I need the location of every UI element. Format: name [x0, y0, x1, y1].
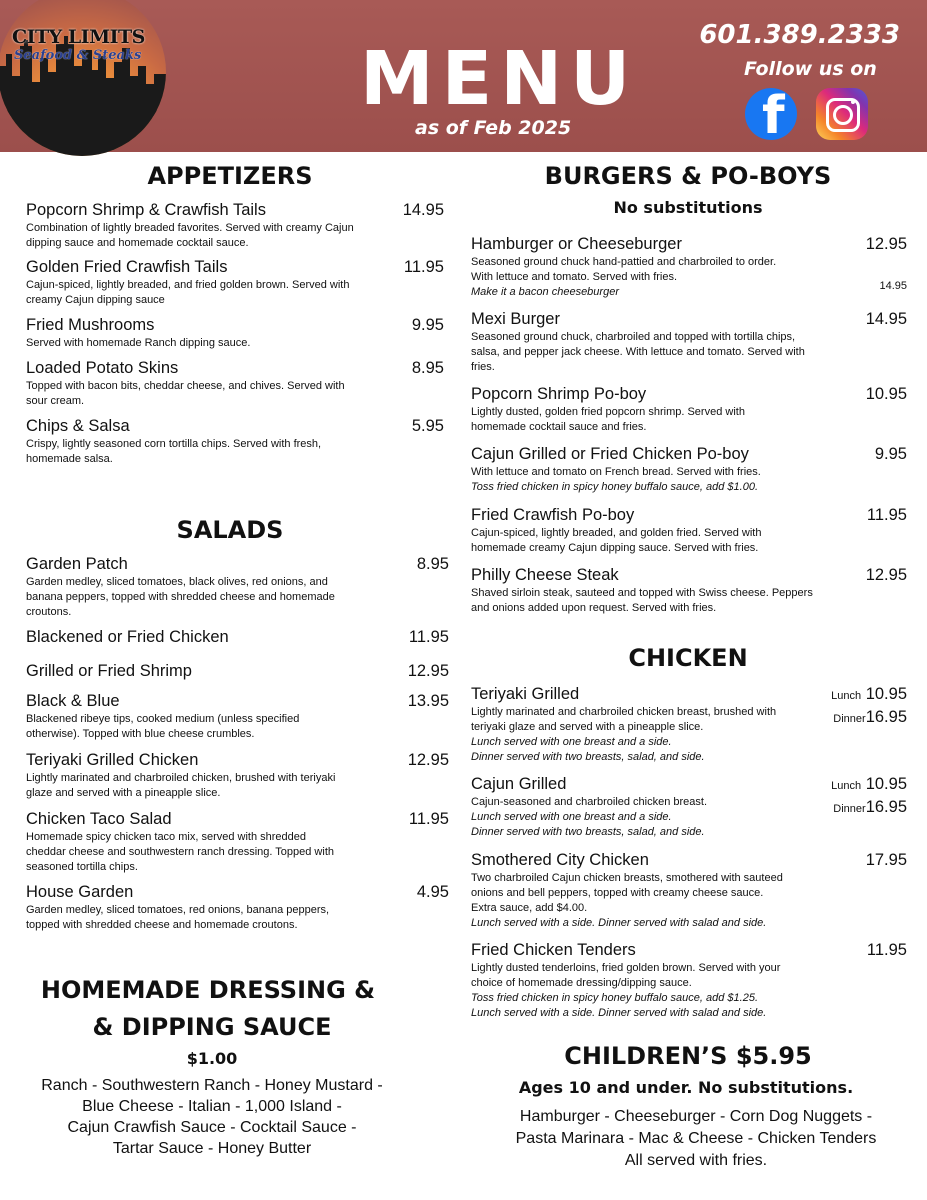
dressing-list-line: Tartar Sauce - Honey Butter: [112, 1140, 312, 1157]
item-description: Lightly dusted, golden fried popcorn shrimp. Served with homemade cocktail sauce and fries.: [471, 406, 745, 433]
lunch-label: Lunch: [831, 690, 862, 702]
logo-tagline: Seafood & Steaks: [14, 48, 142, 63]
item-note: Toss fried chicken in spicy honey buffalo sauce, add $1.00.: [471, 481, 758, 493]
menu-item: [471, 384, 907, 435]
item-price: 9.95: [874, 445, 907, 463]
item-note: Dinner served with two breasts, salad, and side.: [471, 826, 705, 838]
item-price: 11.95: [408, 810, 449, 828]
item-description: Garden medley, sliced tomatoes, red onions, banana peppers, topped with shredded cheese and homemade croutons.: [26, 904, 330, 931]
item-note: Make it a bacon cheeseburger: [471, 286, 619, 298]
item-name: Garden Patch: [26, 555, 128, 573]
dressing-price: $1.00: [186, 1049, 238, 1068]
item-price: 11.95: [403, 258, 444, 276]
item-name: Chips & Salsa: [26, 417, 130, 435]
item-description: Garden medley, sliced tomatoes, black olives, red onions, and banana peppers, topped with shredded cheese and homemade croutons.: [26, 576, 335, 618]
city-limits-logo: [0, 0, 166, 156]
item-description: Lightly marinated and charbroiled chicken, brushed with teriyaki glaze and served with a pineapple slice.: [26, 772, 336, 799]
item-price: 17.95: [865, 851, 907, 869]
dinner-price: 16.95: [865, 798, 907, 816]
item-price: 12.95: [407, 751, 449, 769]
menu-item: [26, 809, 449, 875]
menu-item: [26, 627, 449, 647]
menu-item: [26, 750, 449, 801]
item-description: Topped with bacon bits, cheddar cheese, and chives. Served with sour cream.: [26, 380, 345, 407]
menu-item: [26, 882, 449, 933]
salads-heading: SALADS: [176, 516, 284, 544]
item-name: Loaded Potato Skins: [26, 359, 179, 377]
menu-item: [26, 315, 444, 351]
item-name: Black & Blue: [26, 692, 120, 710]
item-name: House Garden: [26, 883, 134, 901]
menu-item: [26, 200, 444, 251]
childrens-heading: CHILDREN’S $5.95: [564, 1042, 812, 1070]
menu-item: [471, 850, 907, 931]
item-description: Homemade spicy chicken taco mix, served with shredded cheddar cheese and southwestern ranch dressing. Topped with seasoned tortilla chips.: [26, 831, 334, 873]
logo-name: CITY LIMITS: [12, 26, 145, 48]
item-description: Cajun-spiced, lightly breaded, and fried golden brown. Served with creamy Cajun dipping sauce: [26, 279, 350, 306]
item-price: 4.95: [416, 883, 449, 901]
item-name: Mexi Burger: [471, 310, 560, 328]
menu-item: [26, 554, 449, 620]
item-description: Two charbroiled Cajun chicken breasts, smothered with sauteed onions and bell peppers, topped with creamy cheese sauce. Extra sauce, add $4.00.: [471, 872, 783, 914]
item-name: Grilled or Fried Shrimp: [26, 662, 192, 680]
appetizers-heading: APPETIZERS: [147, 162, 313, 190]
menu-item: [471, 444, 907, 495]
item-note: Dinner served with two breasts, salad, and side.: [471, 751, 705, 763]
dressing-list-line: Ranch - Southwestern Ranch - Honey Mustard -: [41, 1077, 383, 1094]
item-description: Served with homemade Ranch dipping sauce.: [26, 337, 251, 349]
childrens-subtitle: Ages 10 and under. No substitutions.: [518, 1078, 854, 1097]
follow-us-label: Follow us on: [744, 58, 877, 80]
dressing-heading-2: & DIPPING SAUCE: [92, 1013, 332, 1041]
menu-item: [471, 940, 907, 1021]
item-price: 11.95: [408, 628, 449, 646]
dinner-label: Dinner: [833, 713, 866, 725]
menu-item: [26, 691, 449, 742]
dinner-label: Dinner: [833, 803, 866, 815]
item-description: With lettuce and tomato on French bread. Served with fries.: [471, 466, 761, 478]
menu-item: [471, 505, 907, 556]
burgers-heading: BURGERS & PO-BOYS: [544, 162, 832, 190]
item-price: 14.95: [865, 310, 907, 328]
item-price: 12.95: [865, 566, 907, 584]
item-description: Seasoned ground chuck hand-pattied and charbroiled to order. With lettuce and tomato. Served with fries.: [471, 256, 777, 283]
item-name: Chicken Taco Salad: [26, 810, 172, 828]
item-price: 9.95: [411, 316, 444, 334]
item-name: Cajun Grilled: [471, 775, 567, 793]
menu-item: [471, 774, 907, 840]
item-description: Combination of lightly breaded favorites. Served with creamy Cajun dipping sauce and homemade cocktail sauce.: [26, 222, 354, 249]
item-note-price: 14.95: [879, 280, 907, 292]
item-note: Toss fried chicken in spicy honey buffalo sauce, add $1.25.: [471, 992, 758, 1004]
item-description: Seasoned ground chuck, charbroiled and topped with tortilla chips, salsa, and pepper jack cheese. With lettuce and tomato. Served with fries.: [471, 331, 805, 373]
item-description: Cajun-spiced, lightly breaded, and golden fried. Served with homemade creamy Cajun dipping sauce. Served with fries.: [471, 527, 762, 554]
item-price: 12.95: [865, 235, 907, 253]
item-name: Philly Cheese Steak: [471, 566, 619, 584]
item-price: 11.95: [866, 941, 907, 959]
dressing-heading: HOMEMADE DRESSING &: [40, 976, 376, 1004]
childrens-list-line: Hamburger - Cheeseburger - Corn Dog Nuggets -: [519, 1108, 873, 1125]
menu-item: [26, 661, 449, 681]
item-price: 13.95: [407, 692, 449, 710]
menu-item: [471, 234, 907, 300]
dressing-list-line: Cajun Crawfish Sauce - Cocktail Sauce -: [67, 1119, 357, 1136]
item-name: Cajun Grilled or Fried Chicken Po-boy: [471, 445, 749, 463]
item-name: Popcorn Shrimp & Crawfish Tails: [26, 201, 266, 219]
item-description: Cajun-seasoned and charbroiled chicken breast.: [471, 796, 708, 808]
menu-item: [26, 257, 444, 308]
menu-item: [471, 565, 907, 616]
dinner-price: 16.95: [865, 708, 907, 726]
item-price: 8.95: [416, 555, 449, 573]
burgers-subtitle: No substitutions: [613, 198, 763, 217]
item-note: Lunch served with a side. Dinner served with salad and side.: [471, 1007, 767, 1019]
item-name: Teriyaki Grilled Chicken: [26, 751, 199, 769]
menu-item: [471, 309, 907, 375]
item-description: Blackened ribeye tips, cooked medium (unless specified otherwise). Topped with blue cheese crumbles.: [26, 713, 300, 740]
item-name: Hamburger or Cheeseburger: [471, 235, 682, 253]
item-name: Blackened or Fried Chicken: [26, 628, 229, 646]
lunch-price: 10.95: [865, 775, 907, 793]
item-name: Popcorn Shrimp Po-boy: [471, 385, 647, 403]
item-price: 12.95: [407, 662, 449, 680]
item-note: Lunch served with one breast and a side.: [471, 736, 672, 748]
item-description: Lightly dusted tenderloins, fried golden brown. Served with your choice of homemade dressing/dipping sauce.: [471, 962, 781, 989]
item-name: Fried Mushrooms: [26, 316, 155, 334]
item-price: 8.95: [411, 359, 444, 377]
item-price: 14.95: [402, 201, 444, 219]
item-description: Lightly marinated and charbroiled chicken breast, brushed with teriyaki glaze and served with a pineapple slice.: [471, 706, 777, 733]
menu-item: [26, 416, 444, 467]
item-description: Crispy, lightly seasoned corn tortilla chips. Served with fresh, homemade salsa.: [26, 438, 322, 465]
instagram-icon[interactable]: [816, 88, 868, 140]
dressing-list-line: Blue Cheese - Italian - 1,000 Island -: [82, 1098, 342, 1115]
phone-number[interactable]: 601.389.2333: [699, 20, 900, 50]
menu-title: MENU: [360, 36, 639, 122]
item-price: 11.95: [866, 506, 907, 524]
lunch-label: Lunch: [831, 780, 862, 792]
menu-item: [26, 358, 444, 409]
item-note: Lunch served with one breast and a side.: [471, 811, 672, 823]
item-description: Shaved sirloin steak, sauteed and topped with Swiss cheese. Peppers and onions added upon request. Served with fries.: [471, 587, 813, 614]
item-name: Fried Crawfish Po-boy: [471, 506, 635, 524]
lunch-price: 10.95: [865, 685, 907, 703]
menu-item: [471, 684, 907, 765]
facebook-icon[interactable]: f: [745, 88, 797, 140]
menu-date: as of Feb 2025: [415, 117, 572, 139]
item-name: Fried Chicken Tenders: [471, 941, 636, 959]
childrens-list-line: Pasta Marinara - Mac & Cheese - Chicken Tenders: [515, 1130, 877, 1147]
item-name: Golden Fried Crawfish Tails: [26, 258, 228, 276]
item-name: Teriyaki Grilled: [471, 685, 580, 703]
childrens-list-line: All served with fries.: [624, 1152, 768, 1169]
item-price: 5.95: [411, 417, 444, 435]
item-name: Smothered City Chicken: [471, 851, 649, 869]
chicken-heading: CHICKEN: [628, 644, 748, 672]
item-price: 10.95: [865, 385, 907, 403]
item-note: Lunch served with a side. Dinner served with salad and side.: [471, 917, 767, 929]
